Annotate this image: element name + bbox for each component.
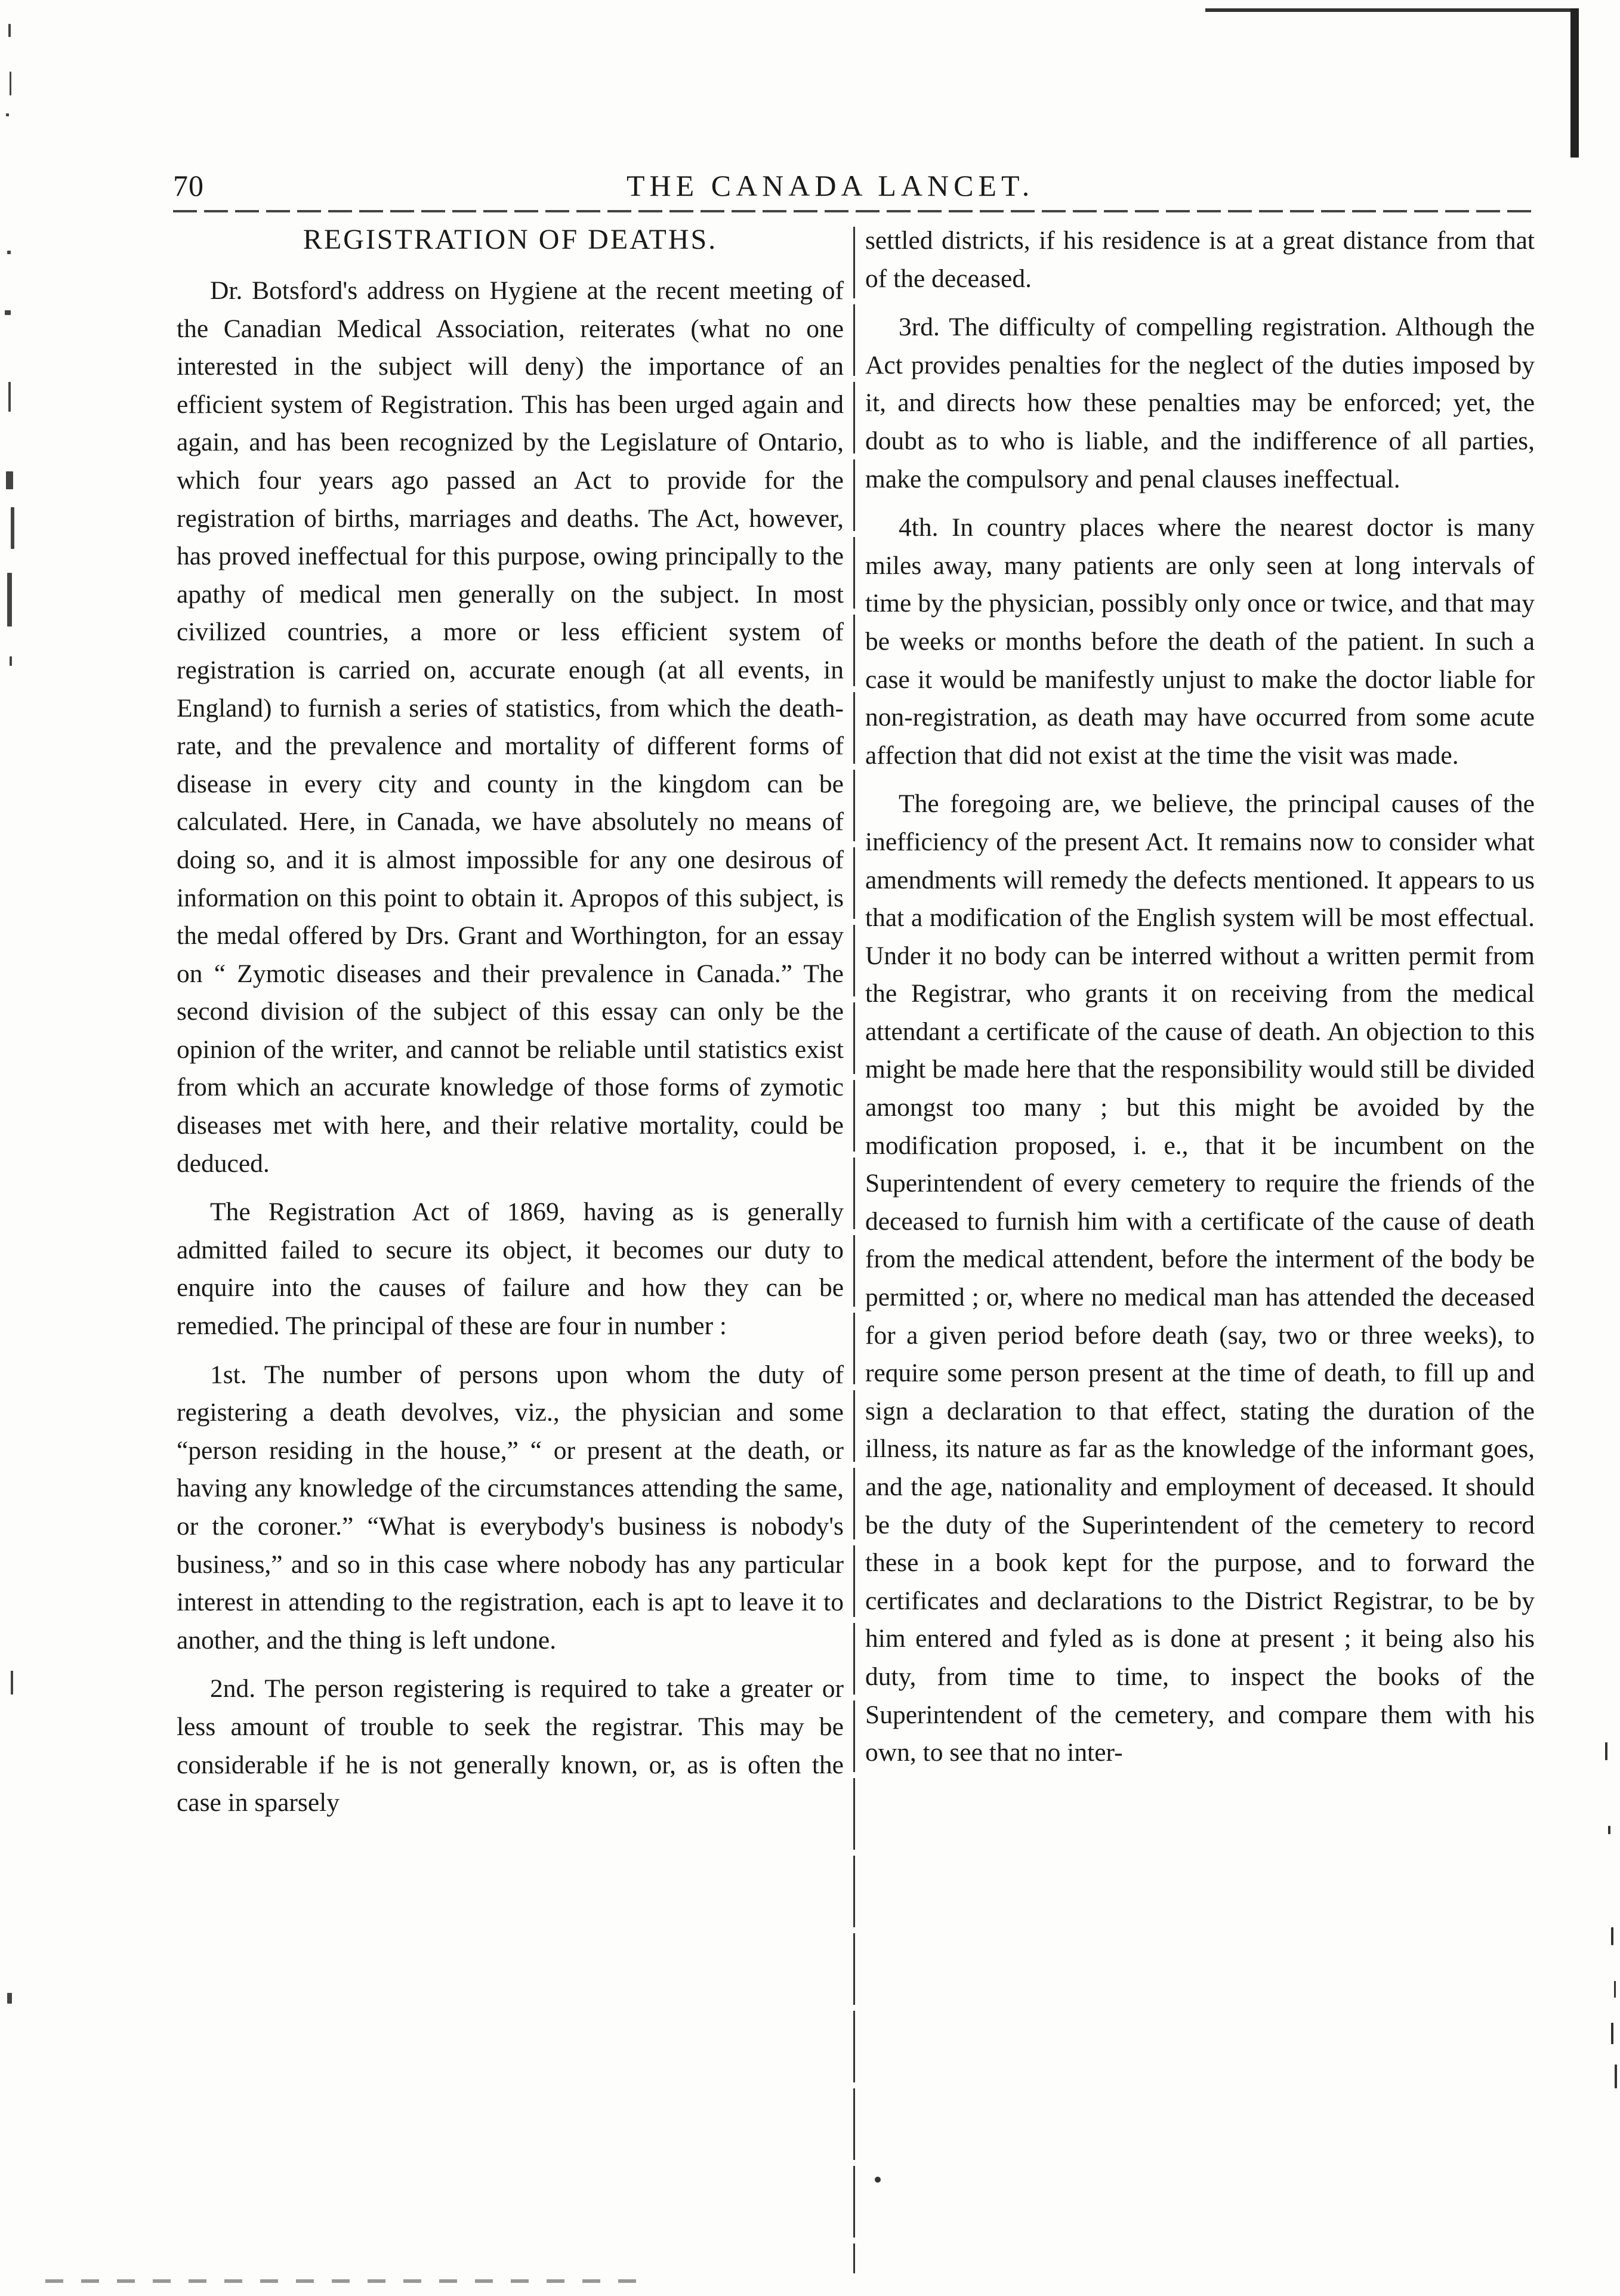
scan-bottom-smudge (45, 2279, 642, 2283)
paragraph-cause-second: 2nd. The person registering is required to take a greater or less amount of trouble to seek the registrar. This may be considerable if he is not generally known, or, as is often the case in sparsely (177, 1674, 844, 1817)
paragraph-amendments: The foregoing are, we believe, the principal causes of the inefficiency of the present Act. It remains now to consider what amendments will remedy the defects mentioned. It appears to us that a modification of the English system will be most effectual. Under it no body can be interred without a written permit from the Registrar, who grants it on receiving from the medical attendant a certificate of the cause of death. An objection to this might be made here that the responsibility would still be divided amongst too many ; but this might be avoided by the modification proposed, i. e., that it be incumbent on the Superintendent of every cemetery to require the friends of the deceased to furnish him with a certificate of the cause of death from the medical attendent, before the interment of the body be permitted ; or, where no medical man has attended the deceased for a given period before death (say, two or three weeks), to require some person present at the time of death, to fill up and sign a declaration to that effect, stating the duration of the illness, its nature as far as the knowledge of the informant goes, and the age, nationality and employment of deceased. It should be the duty of the Superintendent of the cemetery to record these in a book kept for the purpose, and to forward the certificates and declarations to the District Registrar, to be by him entered and fyled as is done at present ; it being also his duty, from time to time, to inspect the books of the Superintendent of the cemetery, and compare them with his own, to see that no inter- (865, 789, 1535, 1767)
running-title: THE CANADA LANCET. (627, 169, 1035, 202)
paragraph-cause-fourth: 4th. In country places where the nearest doctor is many miles away, many patients are only seen at long intervals of time by the physician, possibly only once or twice, and that may be weeks or months before the death of the patient. In such a case it would be manifestly unjust to make the doctor liable for non-registration, as death may have occurred from some acute affection that did not exist at the time the visit was made. (865, 513, 1535, 770)
paragraph-cause-third: 3rd. The difficulty of compelling registration. Although the Act provides penalties for the neglect of the duties imposed by it, and directs how these penalties may be enforced; yet, the doubt as to who is liable, and the indifference of all parties, make the compulsory and penal clauses ineffectual. (865, 313, 1535, 493)
scan-edge-bar (1570, 8, 1579, 158)
right-column (865, 222, 1535, 1772)
column-divider (853, 227, 855, 2273)
paragraph-intro: Dr. Botsford's address on Hygiene at the recent meeting of the Canadian Medical Association, reiterates (what no one interested in the subject will deny) the importance of an efficient system of Registration. This has been urged again and again, and has been recognized by the Legislature of Ontario, which four years ago passed an Act to provide for the registration of births, marriages and deaths. The Act, however, has proved ineffectual for this purpose, owing principally to the apathy of medical men generally on the subject. In most civilized countries, a more or less efficient system of registration is carried on, accurate enough (at all events, in England) to furnish a series of statistics, from which the death-rate, and the prevalence and mortality of different forms of disease in every city and county in the kingdom can be calculated. Here, in Canada, we have absolutely no means of doing so, and it is almost impossible for any one desirous of information on this point to obtain it. Apropos of this subject, is the medal offered by Drs. Grant and Worthington, for an essay on “ Zymotic diseases and their prevalence in Canada.” The second division of the subject of this essay can only be the opinion of the writer, and cannot be reliable until statistics exist from which an accurate knowledge of those forms of zymotic diseases met with here, and their relative mortality, could be deduced. (177, 276, 844, 1178)
scan-specks-left (0, 0, 24, 2296)
paragraph-continuation: settled districts, if his residence is at a great distance from that of the deceased. (865, 226, 1535, 293)
scan-dot (875, 2177, 881, 2183)
header-rule (173, 210, 1533, 212)
paragraph-registration-act: The Registration Act of 1869, having as is generally admitted failed to secure its object, it becomes our duty to enquire into the causes of failure and how they can be remedied. The principal of these are four in number : (177, 1198, 844, 1341)
scan-edge-rule (1205, 8, 1575, 12)
left-column (177, 222, 844, 1822)
running-header (173, 168, 1533, 204)
paragraph-cause-first: 1st. The number of persons upon whom the duty of registering a death devolves, viz., the physician and some “person residing in the house,” “ or present at the death, or having any knowledge of the circumstances attending the same, or the coroner.” “What is everybody's business is nobody's business,” and so in this case where nobody has any particular interest in attending to the registration, each is apt to leave it to another, and the thing is left undone. (177, 1360, 844, 1655)
page-number: 70 (173, 169, 204, 202)
article-heading: REGISTRATION OF DEATHS. (303, 224, 718, 255)
